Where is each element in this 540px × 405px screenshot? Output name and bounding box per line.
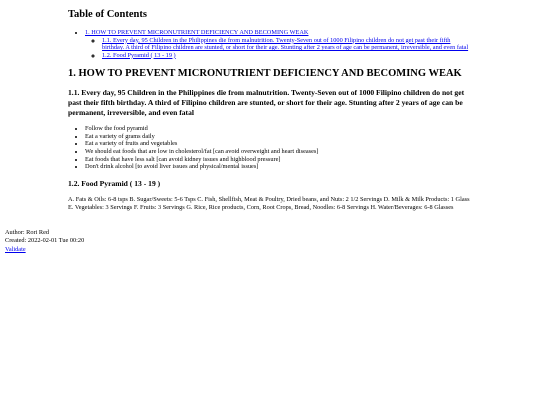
- list-item: • Eat a variety of fruits and vegetables: [85, 140, 470, 148]
- toc-title: Table of Contents: [68, 9, 147, 20]
- toc-link-section-1-1[interactable]: 1.1. Every day, 95 Children in the Philippines die from malnutrition. Twenty-Seven out of 1000 Filipino children do not get past their fifth birthday. A third of Filipino children are stunted, or short for their age. Stunting after 2 years of age can be permanent, irreversible, and even fatal: [102, 36, 469, 52]
- toc-subitem: [102, 52, 470, 60]
- advice-list: [68, 125, 470, 171]
- toc-list: [68, 29, 470, 59]
- list-item: • Eat foods that have less salt [can avoid kidney issues and highblood pressure]: [85, 156, 470, 164]
- list-item: • Follow the food pyramid: [85, 125, 470, 133]
- created-line: Created: 2022-02-01 Tue 00:20: [5, 237, 85, 245]
- validate-link[interactable]: Validate: [5, 245, 26, 253]
- toc-link-section-1-2[interactable]: 1.2. Food Pyramid ( 13 - 19 ): [102, 51, 176, 59]
- main-content: [68, 0, 470, 212]
- toc-sublist: [85, 37, 470, 60]
- section-1-heading: 1. HOW TO PREVENT MICRONUTRIENT DEFICIENCY AND BECOMING WEAK: [68, 68, 462, 80]
- section-1-2-heading: 1.2. Food Pyramid ( 13 - 19 ): [68, 178, 161, 188]
- toc-item: [85, 29, 470, 59]
- postamble: [5, 229, 84, 254]
- list-item: • We should eat foods that are low in cholesterol/fat [can avoid overweight and heart diseases]: [85, 148, 470, 156]
- list-item: • Don't drink alcohol [to avoid liver issues and physical/mental issues]: [85, 163, 470, 171]
- toc-link-section-1[interactable]: 1. HOW TO PREVENT MICRONUTRIENT DEFICIENCY AND BECOMING WEAK: [85, 29, 309, 36]
- list-item: • Eat a variety of grams daily: [85, 133, 470, 141]
- food-pyramid-paragraph: A. Fats & Oils: 6-8 tsps B. Sugar/Sweets: 5-6 Tsps C. Fish, Shellfish, Meat & Poultry, Dried beans, and Nuts: 2 1/2 Servings D. Milk & Milk Products: 1 Glass E. Vegetables: 3 Servings F. Fruits: 3 Servings G. Rice, Rice products, Corn, Root Crops, Bread, Noodles: 6-8 Servings H. Water/Beverages: 6-8 Glasses: [68, 196, 470, 211]
- author-line: Author: Rori Red: [5, 229, 50, 236]
- section-1-1-heading: 1.1. Every day, 95 Children in the Philippines die from malnutrition. Twenty-Seven out of 1000 Filipino children do not get past their fifth birthday. A third of Filipino children are stunted, or short for their age. Stunting after 2 years of age can be permanent, irreversible, and even fatal: [68, 88, 465, 117]
- toc-subitem: [102, 37, 470, 52]
